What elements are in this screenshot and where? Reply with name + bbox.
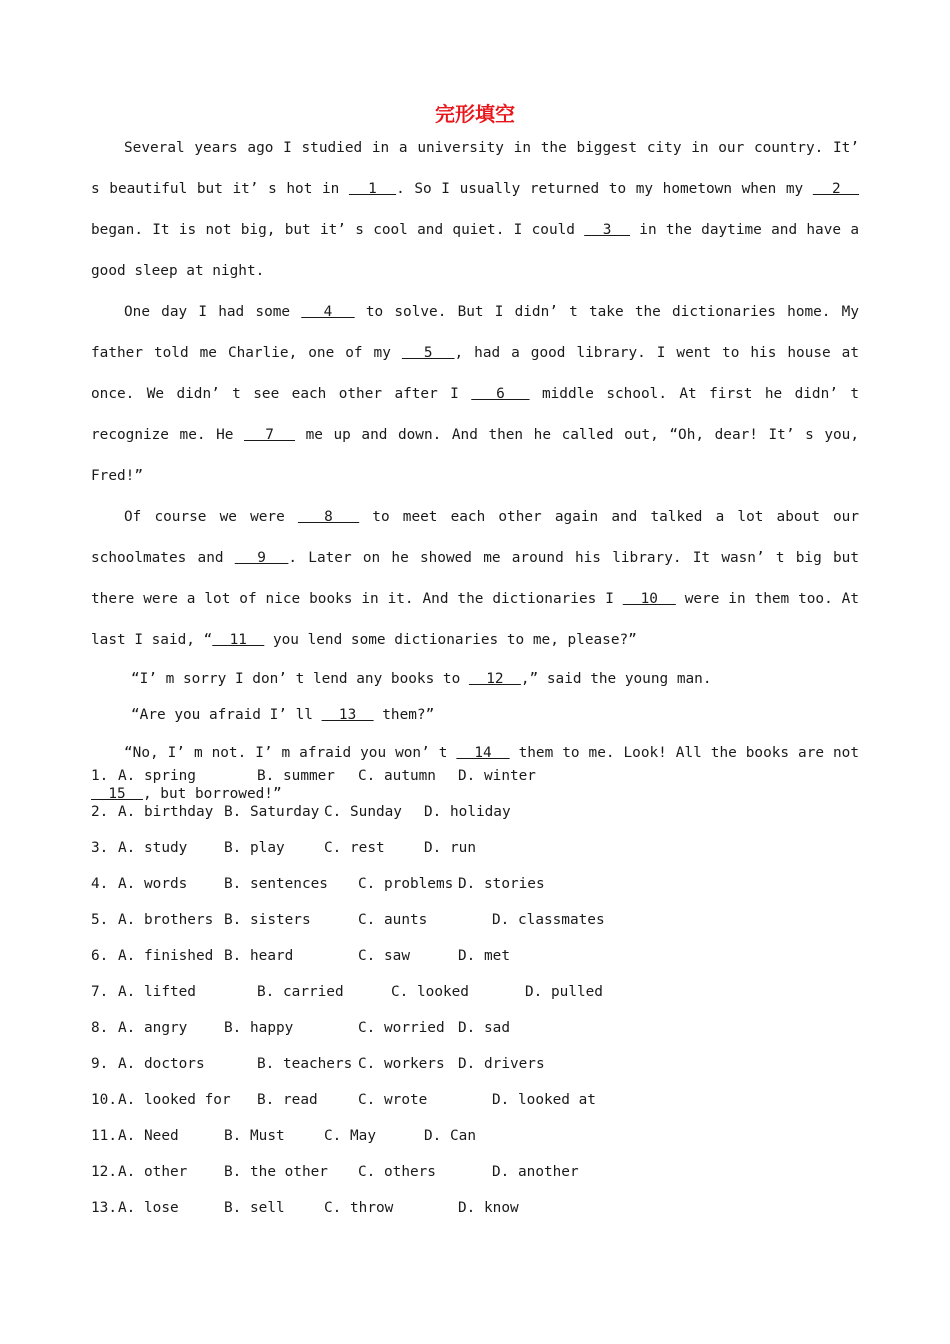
question-number: 2. — [91, 804, 109, 820]
option-b: B. summer — [257, 768, 335, 784]
option-d: D. looked at — [492, 1092, 596, 1108]
option-a: A. brothers — [118, 912, 214, 928]
option-c: C. wrote — [358, 1092, 428, 1108]
option-a: A. doctors — [118, 1056, 205, 1072]
option-d: D. classmates — [492, 912, 605, 928]
question-number: 13. — [91, 1200, 117, 1216]
text: began. It is not big, but it’ s cool and quiet. I could — [91, 222, 585, 238]
option-d: D. met — [458, 948, 510, 964]
option-b: B. Must — [224, 1128, 285, 1144]
option-a: A. Need — [118, 1128, 179, 1144]
option-c: C. others — [358, 1164, 436, 1180]
option-b: B. sentences — [224, 876, 328, 892]
text: Of course we were — [124, 509, 298, 525]
text: me up and down. And then he called out, “Oh, dear! It’ s you, Fred!” — [91, 427, 859, 484]
text: to solve. But I didn’ t take the dictionaries home. My father told me Charlie, one of my — [91, 304, 859, 361]
question-row — [91, 794, 859, 830]
cloze-passage — [91, 128, 859, 815]
option-b: B. play — [224, 840, 285, 856]
option-d: D. another — [492, 1164, 579, 1180]
question-row — [91, 1118, 859, 1154]
paragraph-2 — [91, 292, 859, 497]
question-number: 11. — [91, 1128, 117, 1144]
option-b: B. carried — [257, 984, 344, 1000]
question-row — [91, 1154, 859, 1190]
blank-5: 5 — [401, 345, 455, 361]
text: Several years ago I studied in a university in the biggest city in our country. It’ s beautiful but it’ s hot in — [91, 140, 859, 197]
text: . So I usually returned to my hometown when my — [396, 181, 813, 197]
blank-12: 12 — [468, 671, 521, 687]
option-c: C. problems — [358, 876, 454, 892]
blank-3: 3 — [584, 222, 631, 238]
text: “Are you afraid I’ ll — [131, 707, 322, 723]
question-list — [91, 758, 859, 1226]
blank-8: 8 — [297, 509, 360, 525]
text: ,” said the young man. — [520, 671, 712, 687]
question-number: 1. — [91, 768, 109, 784]
option-b: B. Saturday — [224, 804, 320, 820]
text: them to me. Look! All the books are not — [509, 745, 860, 761]
option-a: A. words — [118, 876, 188, 892]
option-a: A. finished — [118, 948, 214, 964]
option-b: B. sell — [224, 1200, 285, 1216]
option-b: B. happy — [224, 1020, 294, 1036]
text: you lend some dictionaries to me, please?” — [264, 632, 637, 648]
option-a: A. spring — [118, 768, 196, 784]
question-number: 12. — [91, 1164, 117, 1180]
option-a: A. lifted — [118, 984, 196, 1000]
question-row — [91, 938, 859, 974]
option-a: A. birthday — [118, 804, 214, 820]
text: were in them too. At last I said, “ — [91, 591, 860, 648]
paragraph-5 — [91, 697, 859, 733]
question-row — [91, 758, 859, 794]
option-c: C. aunts — [358, 912, 428, 928]
blank-2: 2 — [812, 181, 859, 197]
text: , but borrowed!” — [142, 786, 282, 802]
question-number: 9. — [91, 1056, 109, 1072]
option-a: A. lose — [118, 1200, 179, 1216]
option-c: C. workers — [358, 1056, 445, 1072]
text: One day I had some — [124, 304, 302, 320]
option-a: A. looked for — [118, 1092, 231, 1108]
blank-13: 13 — [321, 707, 374, 723]
option-d: D. stories — [458, 876, 545, 892]
page-title: 完形填空 — [435, 102, 515, 126]
question-row — [91, 1010, 859, 1046]
blank-4: 4 — [301, 304, 355, 320]
text: “I’ m sorry I don’ t lend any books to — [131, 671, 469, 687]
text: in the daytime and have a good sleep at night. — [91, 222, 859, 279]
text: . Later on he showed me around his library. It wasn’ t big but there were a lot of nice books in it. And the dictionaries I — [91, 550, 859, 607]
option-c: C. autumn — [358, 768, 436, 784]
option-b: B. teachers — [257, 1056, 353, 1072]
question-number: 5. — [91, 912, 109, 928]
blank-6: 6 — [471, 386, 530, 402]
blank-14: 14 — [456, 745, 510, 761]
question-row — [91, 1046, 859, 1082]
paragraph-3 — [91, 497, 859, 661]
question-row — [91, 902, 859, 938]
option-d: D. winter — [458, 768, 536, 784]
option-d: D. know — [458, 1200, 519, 1216]
question-row — [91, 830, 859, 866]
option-d: D. holiday — [424, 804, 511, 820]
blank-11: 11 — [212, 632, 265, 648]
question-number: 10. — [91, 1092, 117, 1108]
option-a: A. study — [118, 840, 188, 856]
option-b: B. read — [257, 1092, 318, 1108]
text: , had a good library. I went to his house at once. We didn’ t see each other after I — [91, 345, 860, 402]
text: them?” — [373, 707, 435, 723]
option-d: D. run — [424, 840, 476, 856]
option-c: C. May — [324, 1128, 376, 1144]
blank-10: 10 — [622, 591, 676, 607]
blank-9: 9 — [234, 550, 289, 566]
question-row — [91, 974, 859, 1010]
question-number: 6. — [91, 948, 109, 964]
blank-7: 7 — [244, 427, 296, 443]
question-number: 3. — [91, 840, 109, 856]
paragraph-1 — [91, 128, 859, 292]
option-b: B. the other — [224, 1164, 328, 1180]
blank-15: 15 — [91, 786, 143, 802]
blank-1: 1 — [348, 181, 397, 197]
option-c: C. saw — [358, 948, 410, 964]
option-d: D. sad — [458, 1020, 510, 1036]
text: to meet each other again and talked a lot about our schoolmates and — [91, 509, 859, 566]
question-row — [91, 1190, 859, 1226]
paragraph-4 — [91, 661, 859, 697]
option-c: C. worried — [358, 1020, 445, 1036]
option-c: C. throw — [324, 1200, 394, 1216]
question-row — [91, 866, 859, 902]
option-c: C. rest — [324, 840, 385, 856]
text: “No, I’ m not. I’ m afraid you won’ t — [124, 745, 457, 761]
text: middle school. At first he didn’ t recognize me. He — [91, 386, 859, 443]
option-d: D. pulled — [525, 984, 603, 1000]
question-number: 8. — [91, 1020, 109, 1036]
question-row — [91, 1082, 859, 1118]
option-a: A. angry — [118, 1020, 188, 1036]
option-c: C. looked — [391, 984, 469, 1000]
option-c: C. Sunday — [324, 804, 402, 820]
option-a: A. other — [118, 1164, 188, 1180]
question-number: 7. — [91, 984, 109, 1000]
option-d: D. drivers — [458, 1056, 545, 1072]
option-b: B. heard — [224, 948, 294, 964]
option-d: D. Can — [424, 1128, 476, 1144]
question-number: 4. — [91, 876, 109, 892]
option-b: B. sisters — [224, 912, 311, 928]
